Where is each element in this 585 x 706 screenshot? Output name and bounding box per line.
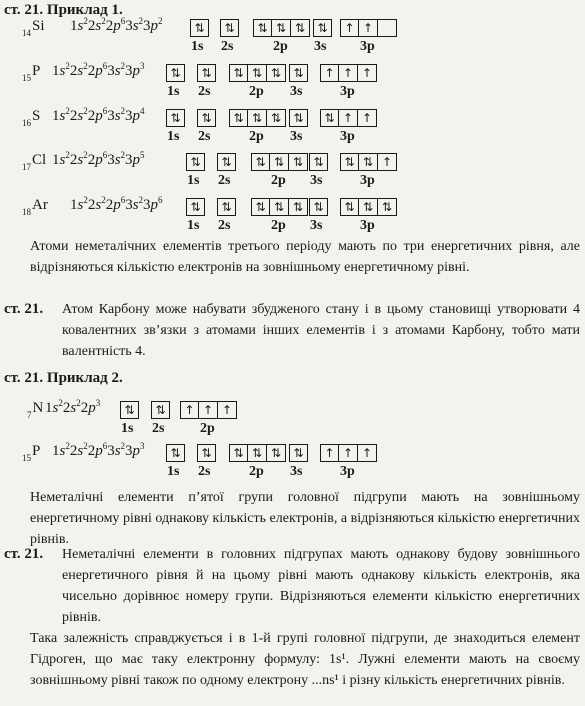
orbital-group-1s xyxy=(190,19,209,37)
orbital-cell: ⇅ xyxy=(309,198,328,216)
orbital-cell: ⇅ xyxy=(248,444,267,462)
element-symbol xyxy=(22,197,48,217)
electron-configuration: $1s^22s^22p^63s^23p^3$ xyxy=(52,441,145,459)
orbital-cell: ⇅ xyxy=(248,109,267,127)
orbital-group-3p xyxy=(340,198,397,216)
section-text: Атом Карбону може набувати збудженого стану і в цьому становищі утворювати 4 ковалентних зв’язки з атомами інших елементів і з атомами Карбону, тобто мати валентність 4. xyxy=(62,302,580,359)
orbital-label: 2p xyxy=(200,421,215,436)
orbital-label: 2s xyxy=(198,464,211,479)
orbital-cell: ⇅ xyxy=(359,153,378,171)
orbital-label: 3s xyxy=(290,84,303,99)
electron-configuration: $1s^22s^22p^63s^23p^6$ xyxy=(70,195,163,213)
element-symbol xyxy=(22,63,41,83)
section-header: ст. 21. Приклад 2. xyxy=(4,370,123,386)
section-header: ст. 21. xyxy=(4,546,44,562)
element-name: Cl xyxy=(32,152,47,168)
orbital-cell: ⇅ xyxy=(270,153,289,171)
orbital-cell: ⇅ xyxy=(186,153,205,171)
example-2-conclusion: Неметалічні елементи п’ятої групи головної підгрупи мають на зовнішньому енергетичному рівні однакову кількість електронів, а відрізняються кількістю енергетичних рівнів. xyxy=(30,490,580,547)
orbital-cell: ⇅ xyxy=(120,401,139,419)
orbital-cell: ↑ xyxy=(320,64,339,82)
orbital-group-1s xyxy=(166,109,185,127)
orbital-label: 2s xyxy=(198,129,211,144)
section-text-continued: Така залежність справджується і в 1-й групі головної підгрупи, де знаходиться елемент Гідроген, що має таку електронну формулу: 1s¹. Лужні елементи мають на своєму зовнішньому рівні також по одному електрону ...ns¹ і різну кількість енергетичних рівнів. xyxy=(30,631,580,688)
orbital-label: 2s xyxy=(221,39,234,54)
orbital-cell: ↑ xyxy=(339,109,358,127)
orbital-cell: ⇅ xyxy=(229,64,248,82)
orbital-cell: ⇅ xyxy=(340,198,359,216)
orbital-label: 3p xyxy=(360,173,375,188)
element-symbol xyxy=(22,443,41,463)
orbital-label: 1s xyxy=(167,464,180,479)
atomic-number: 16 xyxy=(22,118,31,128)
orbital-label: 3p xyxy=(340,129,355,144)
electron-configuration: $1s^22s^22p^63s^23p^5$ xyxy=(52,150,145,168)
orbital-label: 2p xyxy=(271,218,286,233)
orbital-label: 2p xyxy=(249,129,264,144)
orbital-group-3s xyxy=(289,444,308,462)
orbital-cell: ↑ xyxy=(358,64,377,82)
orbital-group-3p xyxy=(320,109,377,127)
orbital-group-3p xyxy=(320,64,377,82)
orbital-group-3s xyxy=(289,109,308,127)
orbital-group-2p xyxy=(229,444,286,462)
orbital-label: 3s xyxy=(290,129,303,144)
orbital-cell: ⇅ xyxy=(166,444,185,462)
orbital-cell: ⇅ xyxy=(229,109,248,127)
orbital-cell: ⇅ xyxy=(378,198,397,216)
orbital-group-3p xyxy=(320,444,377,462)
orbital-group-3s xyxy=(289,64,308,82)
orbital-label: 2s xyxy=(218,218,231,233)
orbital-cell: ⇅ xyxy=(151,401,170,419)
orbital-cell: ↑ xyxy=(180,401,199,419)
orbital-cell: ⇅ xyxy=(186,198,205,216)
orbital-label: 2p xyxy=(249,84,264,99)
orbital-cell: ⇅ xyxy=(217,153,236,171)
orbital-cell: ⇅ xyxy=(251,153,270,171)
element-symbol xyxy=(27,400,44,420)
electron-configuration: $1s^22s^22p^63s^23p^3$ xyxy=(52,61,145,79)
orbital-cell: ↑ xyxy=(358,109,377,127)
orbital-cell: ⇅ xyxy=(197,64,216,82)
orbital-group-2p xyxy=(253,19,310,37)
atomic-number: 17 xyxy=(22,162,31,172)
orbital-cell: ⇅ xyxy=(289,109,308,127)
orbital-cell: ↑ xyxy=(358,444,377,462)
orbital-label: 3s xyxy=(314,39,327,54)
orbital-cell xyxy=(378,19,397,37)
element-name: Ar xyxy=(32,197,48,213)
electron-configuration: $1s^22s^22p^3$ xyxy=(45,398,101,416)
orbital-cell: ↑ xyxy=(320,444,339,462)
element-symbol xyxy=(22,152,47,172)
orbital-label: 2s xyxy=(198,84,211,99)
orbital-group-2s xyxy=(217,153,236,171)
orbital-label: 1s xyxy=(187,218,200,233)
orbital-cell: ↑ xyxy=(359,19,378,37)
orbital-cell: ↑ xyxy=(378,153,397,171)
orbital-label: 2s xyxy=(218,173,231,188)
orbital-cell: ⇅ xyxy=(166,64,185,82)
orbital-cell: ⇅ xyxy=(320,109,339,127)
orbital-label: 1s xyxy=(191,39,204,54)
atomic-number: 18 xyxy=(22,207,31,217)
section-header: ст. 21. xyxy=(4,301,44,317)
element-name: S xyxy=(32,108,41,124)
orbital-cell: ⇅ xyxy=(289,153,308,171)
orbital-label: 1s xyxy=(167,129,180,144)
orbital-label: 2p xyxy=(273,39,288,54)
orbital-cell: ⇅ xyxy=(272,19,291,37)
orbital-label: 3p xyxy=(360,218,375,233)
orbital-cell: ⇅ xyxy=(289,64,308,82)
orbital-label: 3s xyxy=(290,464,303,479)
section-header: ст. 21. Приклад 1. xyxy=(4,2,123,18)
section-text: Неметалічні елементи в головних підгрупах мають однакову будову зовнішнього енергетичного рівня й на цьому рівні мають однакову кількість електронів, яка чисельно дорівнює номеру групи. Відрізняються елементи кількістю енергетичних рівнів. xyxy=(62,547,580,625)
orbital-group-1s xyxy=(186,153,205,171)
orbital-cell: ⇅ xyxy=(267,64,286,82)
orbital-group-1s xyxy=(120,401,139,419)
orbital-group-2s xyxy=(197,444,216,462)
orbital-group-2s xyxy=(197,109,216,127)
orbital-group-3p xyxy=(340,153,397,171)
orbital-cell: ⇅ xyxy=(270,198,289,216)
orbital-group-3s xyxy=(309,153,328,171)
orbital-cell: ↑ xyxy=(199,401,218,419)
orbital-cell: ⇅ xyxy=(309,153,328,171)
orbital-cell: ↑ xyxy=(339,444,358,462)
orbital-cell: ⇅ xyxy=(248,64,267,82)
orbital-label: 1s xyxy=(187,173,200,188)
orbital-cell: ⇅ xyxy=(291,19,310,37)
electron-configuration: $1s^22s^22p^63s^23p^2$ xyxy=(70,16,163,34)
orbital-group-1s xyxy=(166,64,185,82)
orbital-cell: ⇅ xyxy=(220,19,239,37)
element-symbol xyxy=(22,108,41,128)
element-name: Si xyxy=(32,18,45,34)
electron-configuration: $1s^22s^22p^63s^23p^4$ xyxy=(52,106,145,124)
orbital-label: 2p xyxy=(271,173,286,188)
orbital-label: 1s xyxy=(121,421,134,436)
orbital-group-2s xyxy=(151,401,170,419)
atomic-number: 15 xyxy=(22,73,31,83)
orbital-cell: ↑ xyxy=(339,64,358,82)
orbital-group-1s xyxy=(186,198,205,216)
orbital-label: 3p xyxy=(340,464,355,479)
orbital-cell: ⇅ xyxy=(313,19,332,37)
orbital-label: 2p xyxy=(249,464,264,479)
orbital-cell: ⇅ xyxy=(190,19,209,37)
orbital-cell: ⇅ xyxy=(217,198,236,216)
orbital-group-2p xyxy=(180,401,237,419)
orbital-cell: ⇅ xyxy=(197,109,216,127)
element-name: P xyxy=(32,443,41,459)
orbital-cell: ⇅ xyxy=(267,444,286,462)
orbital-cell: ⇅ xyxy=(289,198,308,216)
orbital-label: 3p xyxy=(340,84,355,99)
orbital-label: 3s xyxy=(310,173,323,188)
atomic-number: 15 xyxy=(22,453,31,463)
orbital-cell: ⇅ xyxy=(340,153,359,171)
orbital-group-2p xyxy=(251,198,308,216)
orbital-cell: ⇅ xyxy=(197,444,216,462)
element-name: N xyxy=(32,400,44,416)
orbital-label: 3s xyxy=(310,218,323,233)
orbital-cell: ⇅ xyxy=(166,109,185,127)
orbital-group-2s xyxy=(217,198,236,216)
orbital-cell: ⇅ xyxy=(267,109,286,127)
orbital-cell: ⇅ xyxy=(359,198,378,216)
orbital-group-2p xyxy=(229,109,286,127)
orbital-group-1s xyxy=(166,444,185,462)
orbital-label: 3p xyxy=(360,39,375,54)
orbital-label: 2s xyxy=(152,421,165,436)
orbital-label: 1s xyxy=(167,84,180,99)
orbital-group-2s xyxy=(220,19,239,37)
example-1-conclusion: Атоми неметалічних елементів третього періоду мають по три енергетичних рівня, але відрізняються кількістю електронів на зовнішньому енергетичному рівні. xyxy=(30,239,580,275)
element-name: P xyxy=(32,63,41,79)
orbital-cell: ↑ xyxy=(340,19,359,37)
atomic-number: 14 xyxy=(22,28,31,38)
orbital-group-2p xyxy=(251,153,308,171)
atomic-number: 7 xyxy=(27,410,32,420)
orbital-cell: ⇅ xyxy=(289,444,308,462)
orbital-cell: ⇅ xyxy=(251,198,270,216)
orbital-cell: ⇅ xyxy=(229,444,248,462)
element-symbol xyxy=(22,18,45,38)
orbital-group-3p xyxy=(340,19,397,37)
orbital-cell: ⇅ xyxy=(253,19,272,37)
orbital-group-2p xyxy=(229,64,286,82)
orbital-cell: ↑ xyxy=(218,401,237,419)
orbital-group-3s xyxy=(309,198,328,216)
orbital-group-2s xyxy=(197,64,216,82)
orbital-group-3s xyxy=(313,19,332,37)
